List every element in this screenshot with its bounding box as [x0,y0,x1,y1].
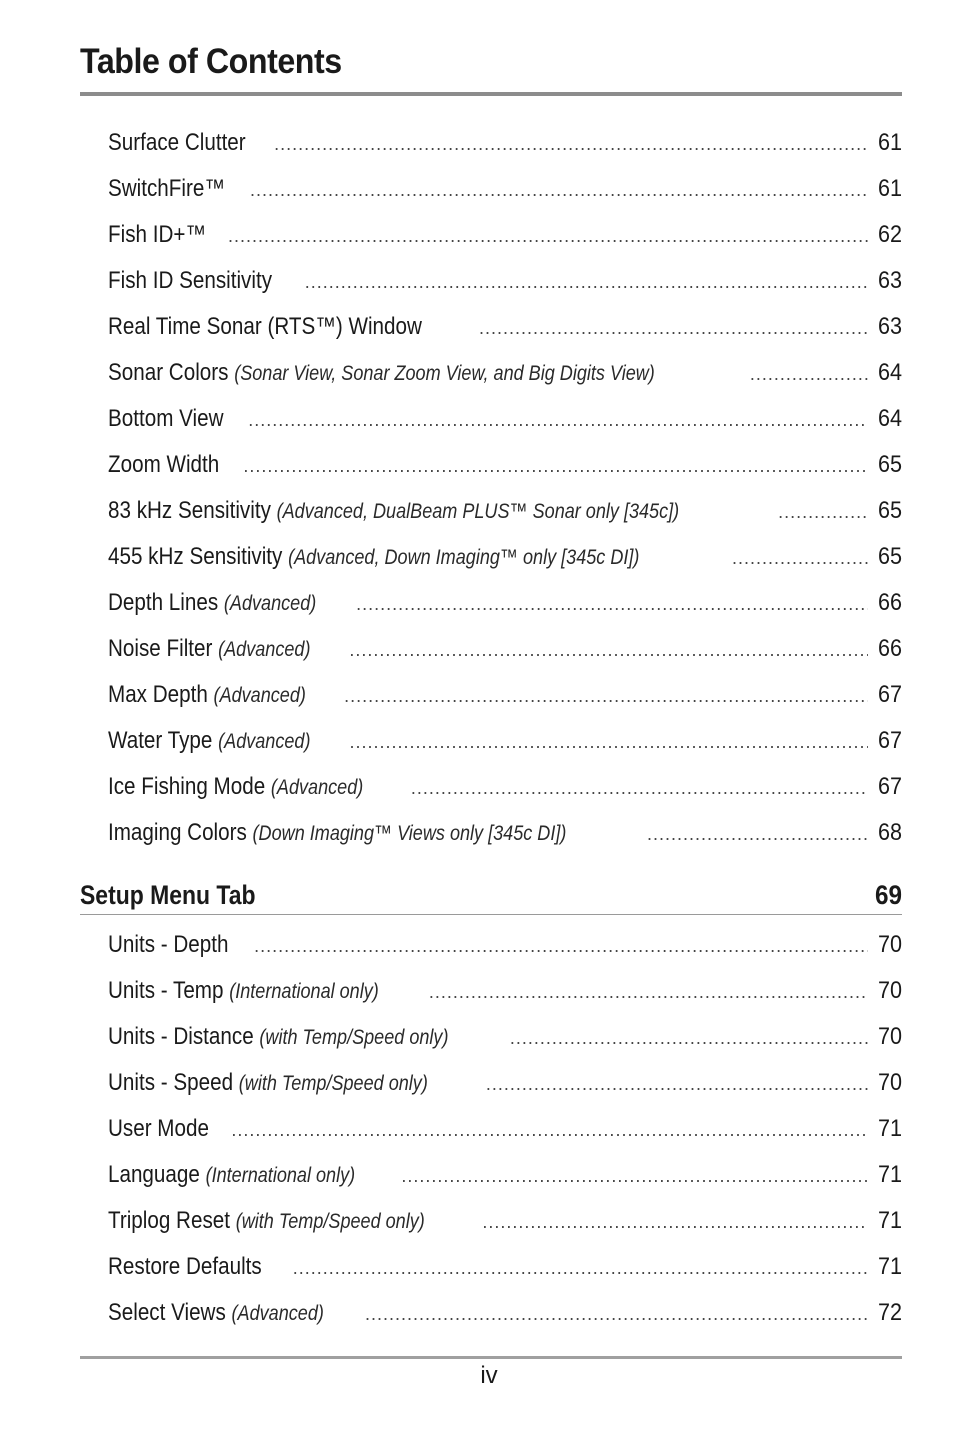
toc-entry-title: Max Depth [108,681,208,708]
toc-entry[interactable] [108,350,902,396]
toc-entry[interactable] [108,968,902,1014]
toc-entry-label [108,488,679,535]
toc-entry-label [108,1290,324,1337]
toc-entry-page: 66 [877,635,902,662]
toc-entry-label [108,968,379,1015]
toc-entry-title: User Mode [108,1115,209,1142]
toc-entry-title: Units - Temp [108,977,224,1004]
toc-entry-page: 63 [877,267,902,294]
toc-entry-page: 71 [877,1253,902,1280]
toc-entry[interactable] [108,442,902,488]
toc-entry[interactable] [108,304,902,350]
toc-entry-note: (International only) [229,980,379,1003]
toc-entry-label [108,764,363,811]
dot-leader [243,443,868,489]
page-title: Table of Contents [80,42,342,81]
toc-entry-note: (with Temp/Speed only) [259,1026,449,1049]
toc-entry[interactable] [108,718,902,764]
toc-entry-note: (Advanced) [218,638,311,661]
toc-entry-label [108,626,310,673]
toc-entry[interactable] [108,1106,902,1152]
toc-entry-label [108,1014,448,1061]
toc-entry[interactable] [108,1060,902,1106]
toc-entry-title: SwitchFire™ [108,175,225,202]
toc-entry-label [108,1244,262,1290]
toc-entry-label [108,258,272,304]
toc-entry-label [108,534,639,581]
toc-entry-page: 71 [877,1115,902,1142]
toc-entry[interactable] [108,120,902,166]
toc-entry-title: Fish ID Sensitivity [108,267,273,294]
dot-leader [274,121,868,167]
toc-entry[interactable] [108,1014,902,1060]
toc-entry-label [108,1106,209,1152]
dot-leader [305,259,868,305]
toc-entry-page: 68 [877,819,902,846]
toc-entry-title: Water Type [108,727,213,754]
toc-entry-page: 63 [877,313,902,340]
toc-entry-page: 70 [877,1069,902,1096]
toc-entry[interactable] [108,488,902,534]
section-page-number: 69 [874,879,902,910]
toc-entry-page: 65 [877,497,902,524]
toc-entry-label [108,120,246,166]
toc-entry[interactable] [108,1244,902,1290]
toc-entry-note: (Down Imaging™ Views only [345c DI]) [252,822,567,845]
toc-entry-title: Units - Depth [108,931,229,958]
toc-entry-title: Bottom View [108,405,224,432]
dot-leader [411,765,868,811]
toc-entry-label [108,1152,355,1199]
toc-entry-title: Triplog Reset [108,1207,230,1234]
toc-entry[interactable] [108,534,902,580]
dot-leader [510,1015,868,1061]
toc-entry-title: Sonar Colors [108,359,229,386]
toc-entry-title: Select Views [108,1299,226,1326]
toc-list [108,120,902,856]
toc-entry-title: Imaging Colors [108,819,247,846]
toc-entry[interactable] [108,810,902,856]
toc-entry-label [108,396,223,442]
toc-entry[interactable] [108,396,902,442]
toc-entry-label [108,1060,428,1107]
toc-entry-label [108,212,206,258]
toc-entry-title: Real Time Sonar (RTS™) Window [108,313,422,340]
toc-entry-title: 83 kHz Sensitivity [108,497,271,524]
toc-entry-label [108,718,310,765]
toc-entry-page: 70 [877,1023,902,1050]
toc-entry-page: 62 [877,221,902,248]
toc-entry-label [108,580,316,627]
toc-entry-note: (Advanced) [231,1302,324,1325]
section-toc-list [108,922,902,1336]
dot-leader [479,305,868,351]
toc-entry[interactable] [108,626,902,672]
toc-entry-note: (Advanced) [270,776,364,799]
toc-entry-page: 67 [877,773,902,800]
toc-entry[interactable] [108,258,902,304]
toc-entry-title: Zoom Width [108,451,220,478]
toc-entry[interactable] [108,1198,902,1244]
toc-entry-title: Restore Defaults [108,1253,262,1280]
toc-entry[interactable] [108,672,902,718]
toc-entry-title: Ice Fishing Mode [108,773,266,800]
toc-entry-note: (Advanced, DualBeam PLUS™ Sonar only [345c]) [276,500,680,523]
toc-entry[interactable] [108,580,902,626]
toc-entry-note: (Advanced) [223,592,317,615]
dot-leader [344,673,868,719]
section-heading[interactable] [80,875,902,915]
toc-entry[interactable] [108,922,902,968]
title-divider [80,92,902,96]
toc-entry[interactable] [108,212,902,258]
dot-leader [486,1061,868,1107]
toc-entry-page: 71 [877,1161,902,1188]
toc-entry-page: 70 [877,977,902,1004]
toc-entry-page: 72 [877,1299,902,1326]
dot-leader [228,213,868,259]
toc-entry-page: 70 [877,931,902,958]
footer-divider [80,1356,902,1359]
toc-entry-title: Fish ID+™ [108,221,207,248]
toc-entry[interactable] [108,1290,902,1336]
toc-entry-label [108,672,306,719]
toc-entry-page: 61 [877,175,902,202]
dot-leader [349,719,868,765]
toc-entry-note: (Sonar View, Sonar Zoom View, and Big Digits View) [234,362,655,385]
toc-entry-page: 61 [877,129,902,156]
toc-entry-label [108,922,228,968]
toc-entry-page: 67 [877,727,902,754]
toc-entry-page: 65 [877,451,902,478]
dot-leader [732,535,868,581]
toc-entry-title: Language [108,1161,200,1188]
dot-leader [778,489,868,535]
toc-entry-title: Surface Clutter [108,129,246,156]
toc-entry-note: (with Temp/Speed only) [235,1210,425,1233]
toc-entry-page: 71 [877,1207,902,1234]
dot-leader [429,969,868,1015]
toc-entry-label [108,810,566,857]
section-title: Setup Menu Tab [80,879,256,910]
toc-entry-title: 455 kHz Sensitivity [108,543,283,570]
toc-entry-note: (International only) [205,1164,356,1187]
dot-leader [482,1199,868,1245]
toc-entry-note: (Advanced) [218,730,311,753]
toc-entry-title: Units - Distance [108,1023,254,1050]
dot-leader [293,1245,868,1291]
toc-entry-page: 64 [877,405,902,432]
dot-leader [647,811,868,857]
toc-entry-page: 66 [877,589,902,616]
toc-entry-title: Noise Filter [108,635,213,662]
section-divider [80,914,902,915]
dot-leader [250,167,868,213]
dot-leader [750,351,868,397]
toc-entry-label [108,442,219,488]
toc-entry-title: Units - Speed [108,1069,234,1096]
toc-entry-page: 64 [877,359,902,386]
toc-entry-label [108,350,655,397]
toc-entry-page: 65 [877,543,902,570]
toc-entry[interactable] [108,1152,902,1198]
toc-entry[interactable] [108,166,902,212]
dot-leader [401,1153,868,1199]
footer-page-number: iv [480,1362,498,1389]
toc-entry-note: (Advanced, Down Imaging™ only [345c DI]) [288,546,640,569]
toc-entry-note: (Advanced) [213,684,306,707]
toc-entry-page: 67 [877,681,902,708]
toc-entry-note: (with Temp/Speed only) [238,1072,428,1095]
dot-leader [349,627,868,673]
toc-entry-label [108,304,422,350]
toc-entry-title: Depth Lines [108,589,219,616]
dot-leader [248,397,868,443]
dot-leader [231,1107,868,1153]
toc-entry[interactable] [108,764,902,810]
dot-leader [356,581,868,627]
toc-entry-label [108,166,225,212]
dot-leader [365,1291,868,1337]
dot-leader [254,923,868,969]
toc-entry-label [108,1198,425,1245]
